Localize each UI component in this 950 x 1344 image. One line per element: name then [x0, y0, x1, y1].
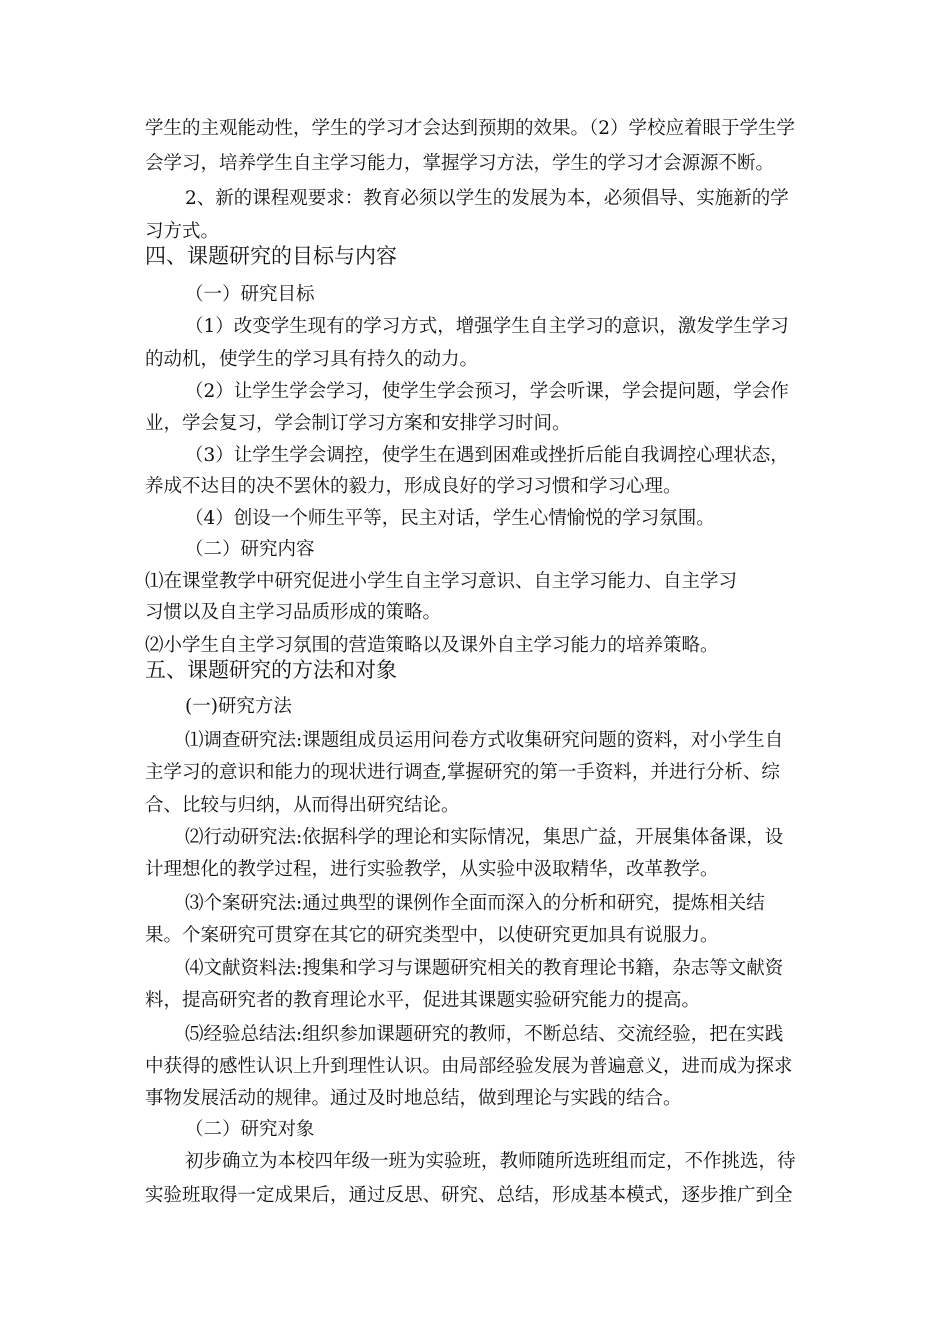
paragraph-line: ⑸经验总结法:组织参加课题研究的教师，不断总结、交流经验，把在实践	[185, 1024, 784, 1045]
paragraph-line: 计理想化的教学过程，进行实验教学，从实验中汲取精华，改革教学。	[145, 859, 719, 880]
paragraph-line: 业，学会复习，学会制订学习方案和安排学习时间。	[145, 413, 571, 434]
paragraph-line: ⑴调查研究法:课题组成员运用问卷方式收集研究问题的资料，对小学生自	[185, 730, 784, 751]
section-heading: 五、课题研究的方法和对象	[145, 658, 397, 682]
paragraph-line: （2）让学生学会学习，使学生学会预习，学会听课，学会提问题，学会作	[185, 381, 789, 402]
paragraph-line: ⑷文献资料法:搜集和学习与课题研究相关的教育理论书籍，杂志等文献资	[185, 958, 784, 979]
paragraph-line: 初步确立为本校四年级一班为实验班，教师随所选班组而定，不作挑选，待	[185, 1151, 796, 1172]
paragraph-line: 习惯以及自主学习品质形成的策略。	[145, 602, 442, 623]
paragraph-line: ⑴在课堂教学中研究促进小学生自主学习意识、自主学习能力、自主学习	[145, 571, 738, 592]
paragraph-line: 2、新的课程观要求：教育必须以学生的发展为本，必须倡导、实施新的学	[185, 188, 789, 209]
subsection-heading: （一）研究目标	[185, 284, 315, 305]
paragraph-line: 的动机，使学生的学习具有持久的动力。	[145, 349, 479, 370]
paragraph-line: （3）让学生学会调控，使学生在遇到困难或挫折后能自我调控心理状态，	[185, 445, 789, 466]
section-heading: 四、课题研究的目标与内容	[145, 244, 397, 268]
paragraph-line: 果。个案研究可贯穿在其它的研究类型中，以使研究更加具有说服力。	[145, 925, 719, 946]
paragraph-line: 主学习的意识和能力的现状进行调查,掌握研究的第一手资料，并进行分析、综	[145, 762, 780, 783]
paragraph-line: ⑵行动研究法:依据科学的理论和实际情况，集思广益，开展集体备课，设	[185, 827, 784, 848]
paragraph-line: 习方式。	[145, 221, 220, 242]
paragraph-line: ⑶个案研究法:通过典型的课例作全面而深入的分析和研究，提炼相关结	[185, 893, 765, 914]
subsection-heading: (一)研究方法	[185, 696, 292, 717]
paragraph-line: 会学习，培养学生自主学习能力，掌握学习方法，学生的学习才会源源不断。	[145, 153, 775, 174]
paragraph-line: 料，提高研究者的教育理论水平，促进其课题实验研究能力的提高。	[145, 990, 701, 1011]
subsection-heading: （二）研究对象	[185, 1119, 315, 1140]
paragraph-line: （4）创设一个师生平等，民主对话，学生心情愉悦的学习氛围。	[185, 508, 715, 529]
paragraph-line: 中获得的感性认识上升到理性认识。由局部经验发展为普遍意义，进而成为探求	[145, 1056, 793, 1077]
subsection-heading: （二）研究内容	[185, 539, 315, 560]
paragraph-line: 学生的主观能动性，学生的学习才会达到预期的效果。（2）学校应着眼于学生学	[145, 118, 796, 139]
paragraph-line: 事物发展活动的规律。通过及时地总结，做到理论与实践的结合。	[145, 1088, 682, 1109]
paragraph-line: 合、比较与归纳，从而得出研究结论。	[145, 795, 460, 816]
paragraph-line: ⑵小学生自主学习氛围的营造策略以及课外自主学习能力的培养策略。	[145, 635, 719, 656]
paragraph-line: 养成不达目的决不罢休的毅力，形成良好的学习习惯和学习心理。	[145, 476, 682, 497]
paragraph-line: 实验班取得一定成果后，通过反思、研究、总结，形成基本模式，逐步推广到全	[145, 1185, 793, 1206]
paragraph-line: （1）改变学生现有的学习方式，增强学生自主学习的意识，激发学生学习	[185, 316, 789, 337]
